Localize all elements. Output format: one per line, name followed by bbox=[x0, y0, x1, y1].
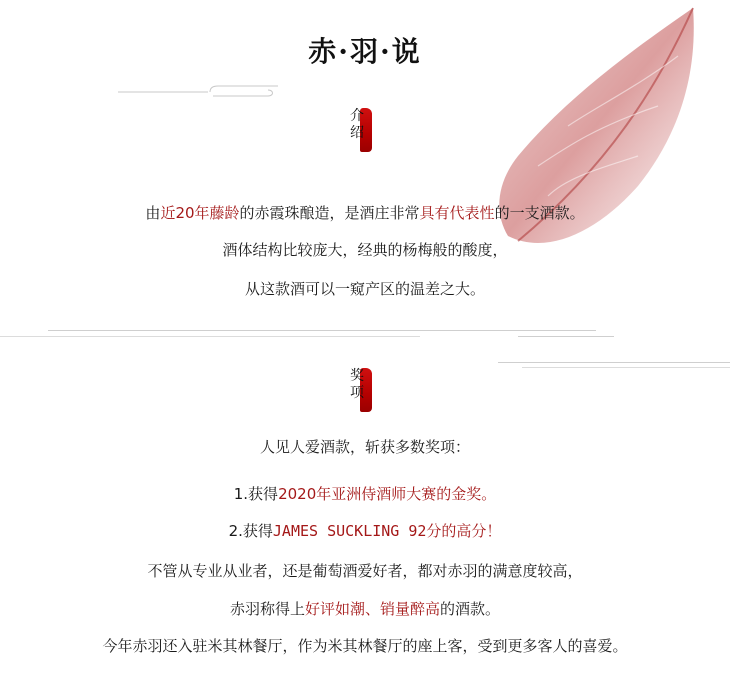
text-span: 赤羽称得上 bbox=[229, 600, 305, 618]
section-label-awards: 奖项 bbox=[350, 368, 364, 401]
divider-line bbox=[518, 336, 614, 337]
intro-line-3: 从这款酒可以一窥产区的温差之大。 bbox=[244, 280, 485, 298]
text-span: 的酒款。 bbox=[440, 600, 501, 618]
highlight-span: 具有代表性 bbox=[419, 204, 495, 222]
highlight-span: 2020年亚洲侍酒师大赛的金奖。 bbox=[278, 485, 497, 503]
section-label-intro: 介绍 bbox=[350, 108, 364, 141]
section-tag-intro bbox=[350, 108, 378, 152]
award-2 bbox=[0, 520, 730, 541]
divider-line bbox=[0, 336, 420, 337]
text-span: 的一支酒款。 bbox=[494, 204, 585, 222]
awards-line-3: 不管从专业从业者，还是葡萄酒爱好者，都对赤羽的满意度较高， bbox=[147, 562, 583, 580]
text-span: 的赤霞珠酿造，是酒庄非常 bbox=[239, 204, 420, 222]
divider-line bbox=[522, 367, 730, 368]
divider-line bbox=[48, 330, 596, 331]
awards-line-4 bbox=[0, 598, 730, 619]
intro-line-2: 酒体结构比较庞大，经典的杨梅般的酸度， bbox=[222, 241, 508, 259]
page-title: 赤·羽·说 bbox=[308, 35, 422, 68]
text-span: 由 bbox=[145, 204, 161, 222]
section-tag-awards bbox=[350, 368, 378, 412]
awards-intro: 人见人爱酒款，斩获多数奖项： bbox=[259, 438, 470, 456]
divider-line bbox=[498, 362, 730, 363]
award-1 bbox=[0, 483, 730, 504]
awards-line-5: 今年赤羽还入驻米其林餐厅，作为米其林餐厅的座上客，受到更多客人的喜爱。 bbox=[102, 637, 628, 655]
highlight-span: 好评如潮、销量醉高 bbox=[304, 600, 440, 618]
highlight-span: JAMES SUCKLING 92分的高分！ bbox=[272, 522, 502, 540]
cloud-ornament bbox=[118, 80, 278, 102]
highlight-span: 近20年藤龄 bbox=[160, 204, 240, 222]
text-span: 2.获得 bbox=[228, 522, 273, 540]
intro-line-1 bbox=[0, 202, 730, 223]
text-span: 1.获得 bbox=[233, 485, 279, 503]
